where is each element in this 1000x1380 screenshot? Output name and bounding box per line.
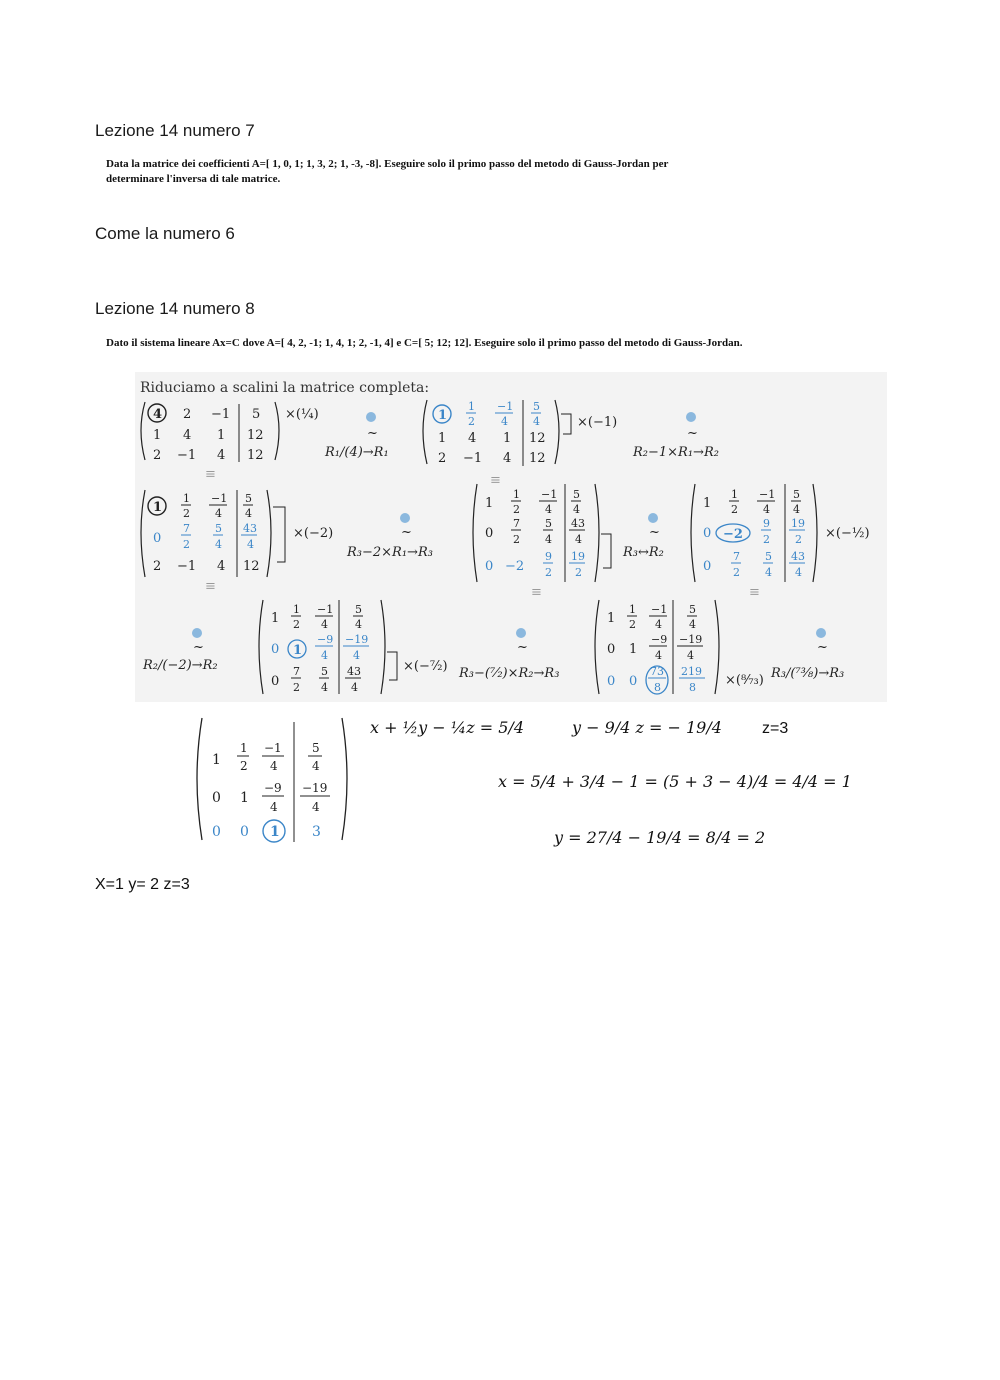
mult-minus-7-2: ×(−⁷⁄₂): [403, 659, 448, 674]
svg-text:2: 2: [293, 618, 300, 631]
svg-text:−1: −1: [541, 488, 558, 501]
svg-text:4: 4: [765, 566, 772, 579]
help-icon: [366, 412, 376, 422]
op-6-text: R₃−(⁷⁄₂)×R₂→R₃: [459, 666, 560, 681]
svg-text:12: 12: [243, 559, 260, 574]
svg-text:4: 4: [795, 566, 802, 579]
svg-text:1: 1: [271, 611, 280, 626]
svg-text:−19: −19: [345, 633, 369, 646]
svg-text:−1: −1: [759, 488, 776, 501]
op-4-text: R₃↔R₂: [623, 545, 664, 560]
svg-text:7: 7: [513, 517, 520, 530]
svg-text:12: 12: [247, 448, 264, 463]
op-7-text: R₃/(⁷³⁄₈)→R₃: [771, 666, 845, 681]
svg-text:−1: −1: [211, 492, 228, 505]
equiv-3: ≡: [205, 579, 216, 594]
svg-text:9: 9: [763, 517, 770, 530]
svg-text:2: 2: [733, 566, 740, 579]
svg-text:4: 4: [217, 448, 226, 463]
matrix-steps-svg: [135, 372, 887, 702]
svg-text:1: 1: [629, 642, 638, 657]
svg-text:1: 1: [240, 790, 249, 806]
task-7-line-2: determinare l'inversa di tale matrice.: [106, 173, 281, 185]
svg-text:4: 4: [321, 618, 328, 631]
tilde-3: ~: [401, 525, 412, 540]
svg-text:1: 1: [153, 500, 163, 515]
svg-text:4: 4: [312, 800, 320, 814]
svg-text:1: 1: [731, 488, 738, 501]
svg-text:4: 4: [270, 759, 278, 773]
svg-text:−1: −1: [651, 603, 668, 616]
svg-text:4: 4: [503, 451, 512, 466]
svg-text:2: 2: [468, 415, 475, 428]
svg-text:−19: −19: [679, 633, 703, 646]
equation-row-1: x + ½y − ¼z = 5/4: [370, 718, 524, 737]
svg-text:2: 2: [731, 503, 738, 516]
svg-text:5: 5: [545, 517, 552, 530]
tilde-4: ~: [649, 525, 660, 540]
svg-text:4: 4: [270, 800, 278, 814]
svg-text:19: 19: [791, 517, 805, 530]
svg-text:1: 1: [270, 824, 280, 840]
svg-text:43: 43: [571, 517, 585, 530]
svg-text:1: 1: [293, 603, 300, 616]
matrix-step-3: [473, 484, 599, 582]
svg-text:0: 0: [485, 559, 494, 574]
matrix-step-6: [595, 600, 719, 694]
svg-text:1: 1: [217, 428, 226, 443]
task-7-line-1: Data la matrice dei coefficienti A=[ 1, 0, 1; 1, 3, 2; 1, -3, -8]. Eseguire solo il primo passo del metodo di Gauss-Jordan per: [106, 158, 669, 170]
svg-text:4: 4: [501, 415, 508, 428]
svg-text:12: 12: [247, 428, 264, 443]
svg-text:0: 0: [212, 824, 221, 840]
svg-text:−1: −1: [211, 407, 231, 422]
svg-text:43: 43: [791, 550, 805, 563]
svg-text:12: 12: [529, 451, 546, 466]
svg-text:4: 4: [353, 649, 360, 662]
svg-text:5: 5: [533, 400, 540, 413]
svg-text:5: 5: [793, 488, 800, 501]
figure-intro: Riduciamo a scalini la matrice completa:: [140, 380, 430, 396]
svg-text:5: 5: [245, 492, 252, 505]
help-icon: [400, 513, 410, 523]
svg-text:0: 0: [607, 674, 616, 689]
svg-text:1: 1: [513, 488, 520, 501]
svg-text:2: 2: [153, 559, 162, 574]
heading-lezione-14-numero-8: Lezione 14 numero 8: [95, 299, 255, 318]
svg-text:2: 2: [763, 533, 770, 546]
svg-text:4: 4: [217, 559, 226, 574]
mult-1-4: ×(¼): [285, 407, 319, 422]
svg-text:2: 2: [153, 448, 162, 463]
svg-text:1: 1: [153, 428, 162, 443]
svg-text:4: 4: [351, 681, 358, 694]
svg-text:−9: −9: [651, 633, 668, 646]
svg-text:0: 0: [240, 824, 249, 840]
help-icon: [648, 513, 658, 523]
op-1-text: R₁/(4)→R₁: [325, 445, 389, 460]
svg-text:4: 4: [793, 503, 800, 516]
svg-text:4: 4: [468, 431, 477, 446]
op-3-text: R₃−2×R₁→R₃: [347, 545, 433, 560]
svg-text:12: 12: [529, 431, 546, 446]
heading-lezione-14-numero-7: Lezione 14 numero 7: [95, 121, 255, 140]
svg-text:4: 4: [545, 503, 552, 516]
svg-text:2: 2: [795, 533, 802, 546]
help-icon: [816, 628, 826, 638]
svg-text:−19: −19: [302, 781, 328, 795]
svg-text:4: 4: [321, 649, 328, 662]
svg-text:−1: −1: [317, 603, 334, 616]
svg-text:2: 2: [183, 407, 192, 422]
svg-text:4: 4: [687, 649, 694, 662]
svg-text:2: 2: [513, 503, 520, 516]
svg-text:4: 4: [545, 533, 552, 546]
svg-text:4: 4: [247, 538, 254, 551]
svg-text:4: 4: [312, 759, 320, 773]
mult-minus-half: ×(−½): [825, 526, 870, 541]
svg-text:5: 5: [321, 665, 328, 678]
equiv-2: ≡: [490, 473, 501, 488]
svg-text:5: 5: [765, 550, 772, 563]
op-2-text: R₂−1×R₁→R₂: [633, 445, 719, 460]
svg-text:73: 73: [650, 665, 664, 678]
svg-text:0: 0: [485, 526, 494, 541]
svg-text:43: 43: [347, 665, 361, 678]
svg-text:0: 0: [271, 674, 280, 689]
svg-text:1: 1: [703, 496, 712, 511]
tilde-7: ~: [817, 640, 828, 655]
tilde-1: ~: [367, 426, 378, 441]
svg-text:5: 5: [573, 488, 580, 501]
mult-minus-1: ×(−1): [577, 415, 618, 430]
svg-text:19: 19: [571, 550, 585, 563]
svg-text:2: 2: [629, 618, 636, 631]
equation-row-2: y − 9/4 z = − 19/4: [572, 718, 722, 737]
svg-text:−9: −9: [264, 781, 282, 795]
svg-text:0: 0: [703, 559, 712, 574]
matrix-step-5: [259, 600, 385, 694]
tilde-5: ~: [193, 640, 204, 655]
svg-text:0: 0: [271, 642, 280, 657]
svg-text:3: 3: [312, 824, 321, 840]
svg-text:5: 5: [355, 603, 362, 616]
svg-text:9: 9: [545, 550, 552, 563]
svg-text:4: 4: [215, 507, 222, 520]
svg-text:2: 2: [513, 533, 520, 546]
svg-text:−2: −2: [505, 559, 525, 574]
svg-text:0: 0: [212, 790, 221, 806]
equiv-4: ≡: [531, 585, 542, 600]
mult-minus-2: ×(−2): [293, 526, 334, 541]
matrix-initial: [141, 402, 279, 463]
help-icon: [516, 628, 526, 638]
equation-z: z=3: [762, 720, 789, 737]
svg-text:1: 1: [607, 611, 616, 626]
task-text-7: [106, 157, 806, 187]
svg-text:4: 4: [573, 503, 580, 516]
op-5-text: R₂/(−2)→R₂: [143, 658, 218, 673]
svg-text:4: 4: [355, 618, 362, 631]
task-text-8: Dato il sistema lineare Ax=C dove A=[ 4, 2, -1; 1, 4, 1; 2, -1, 4] e C=[ 5; 12; 12]. Eseguire solo il primo passo del metodo di Gauss-Jordan.: [106, 337, 743, 349]
x-calculation: x = 5/4 + 3/4 − 1 = (5 + 3 − 4)/4 = 4/4 = 1: [498, 772, 852, 791]
svg-text:7: 7: [293, 665, 300, 678]
svg-text:1: 1: [503, 431, 512, 446]
matrix-step-4: [691, 484, 817, 582]
svg-text:4: 4: [321, 681, 328, 694]
svg-text:1: 1: [183, 492, 190, 505]
svg-text:−9: −9: [317, 633, 334, 646]
svg-text:0: 0: [153, 531, 162, 546]
svg-text:−1: −1: [463, 451, 483, 466]
svg-text:4: 4: [533, 415, 540, 428]
svg-text:2: 2: [575, 566, 582, 579]
svg-text:4: 4: [575, 533, 582, 546]
help-icon: [686, 412, 696, 422]
svg-text:4: 4: [689, 618, 696, 631]
svg-text:4: 4: [245, 507, 252, 520]
svg-text:1: 1: [212, 752, 221, 768]
svg-text:7: 7: [183, 522, 190, 535]
svg-text:2: 2: [240, 759, 248, 773]
svg-text:−1: −1: [497, 400, 514, 413]
svg-text:4: 4: [183, 428, 192, 443]
y-calculation: y = 27/4 − 19/4 = 8/4 = 2: [554, 828, 766, 847]
svg-text:−2: −2: [723, 527, 743, 542]
svg-text:0: 0: [629, 674, 638, 689]
svg-text:0: 0: [607, 642, 616, 657]
svg-text:1: 1: [438, 408, 448, 423]
tilde-6: ~: [517, 640, 528, 655]
svg-text:1: 1: [485, 496, 494, 511]
svg-text:2: 2: [183, 507, 190, 520]
final-answer: X=1 y= 2 z=3: [95, 876, 190, 893]
svg-text:5: 5: [312, 741, 320, 755]
matrix-step-2: [141, 490, 271, 577]
mult-8-73: ×(⁸⁄₇₃): [725, 673, 764, 688]
svg-text:4: 4: [763, 503, 770, 516]
svg-text:1: 1: [629, 603, 636, 616]
svg-text:5: 5: [252, 407, 261, 422]
svg-text:43: 43: [243, 522, 257, 535]
svg-text:−1: −1: [177, 559, 197, 574]
svg-text:4: 4: [215, 538, 222, 551]
svg-text:219: 219: [681, 665, 702, 678]
svg-text:2: 2: [545, 566, 552, 579]
svg-text:8: 8: [654, 681, 661, 694]
final-matrix-svg: [190, 712, 360, 847]
svg-text:−1: −1: [177, 448, 197, 463]
svg-text:1: 1: [438, 431, 447, 446]
answer-come-la-numero-6: Come la numero 6: [95, 224, 235, 243]
svg-text:5: 5: [215, 522, 222, 535]
svg-text:1: 1: [240, 741, 248, 755]
matrix-step-1: [423, 400, 559, 466]
svg-text:0: 0: [703, 526, 712, 541]
svg-text:2: 2: [438, 451, 447, 466]
svg-text:−1: −1: [264, 741, 282, 755]
equiv-1: ≡: [205, 467, 216, 482]
svg-text:2: 2: [293, 681, 300, 694]
svg-text:8: 8: [689, 681, 696, 694]
svg-text:4: 4: [655, 649, 662, 662]
svg-text:4: 4: [655, 618, 662, 631]
svg-text:2: 2: [183, 538, 190, 551]
equiv-5: ≡: [749, 585, 760, 600]
svg-text:5: 5: [689, 603, 696, 616]
svg-text:4: 4: [153, 407, 163, 422]
svg-text:1: 1: [293, 643, 303, 658]
tilde-2: ~: [687, 426, 698, 441]
svg-text:7: 7: [733, 550, 740, 563]
help-icon: [192, 628, 202, 638]
svg-text:1: 1: [468, 400, 475, 413]
